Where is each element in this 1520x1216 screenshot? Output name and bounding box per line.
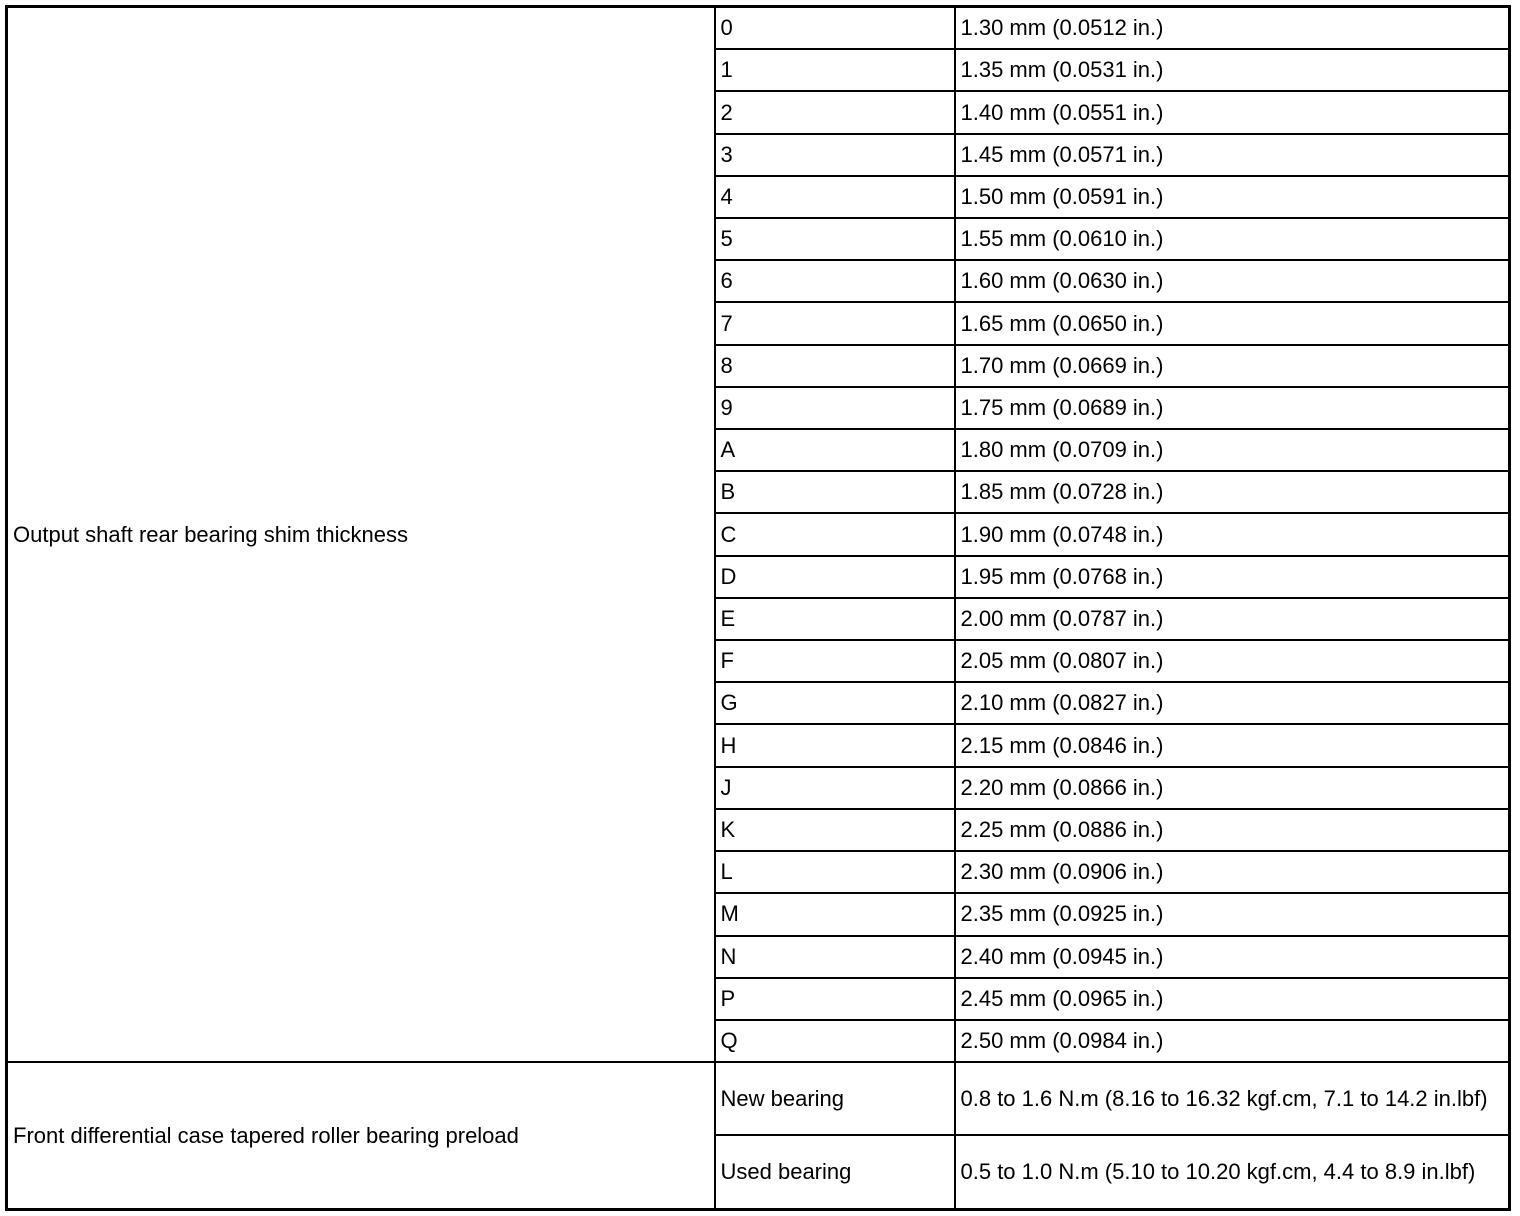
shim-mark: 2 [715, 91, 955, 133]
shim-thickness-value: 1.75 mm (0.0689 in.) [955, 387, 1510, 429]
shim-mark: F [715, 640, 955, 682]
shim-mark: 5 [715, 218, 955, 260]
shim-mark: 4 [715, 176, 955, 218]
shim-mark: J [715, 767, 955, 809]
preload-condition: Used bearing [715, 1135, 955, 1209]
shim-thickness-value: 2.35 mm (0.0925 in.) [955, 893, 1510, 935]
shim-thickness-value: 2.50 mm (0.0984 in.) [955, 1020, 1510, 1062]
shim-thickness-value: 2.10 mm (0.0827 in.) [955, 682, 1510, 724]
shim-mark: N [715, 936, 955, 978]
shim-mark: 3 [715, 134, 955, 176]
shim-mark: D [715, 556, 955, 598]
shim-thickness-value: 1.35 mm (0.0531 in.) [955, 49, 1510, 91]
shim-mark: 1 [715, 49, 955, 91]
preload-condition: New bearing [715, 1062, 955, 1135]
shim-thickness-value: 1.40 mm (0.0551 in.) [955, 91, 1510, 133]
shim-thickness-value: 1.55 mm (0.0610 in.) [955, 218, 1510, 260]
spec-table [5, 5, 1511, 1211]
shim-thickness-value: 1.65 mm (0.0650 in.) [955, 302, 1510, 344]
shim-thickness-value: 2.45 mm (0.0965 in.) [955, 978, 1510, 1020]
shim-mark: G [715, 682, 955, 724]
shim-mark: B [715, 471, 955, 513]
shim-mark: 7 [715, 302, 955, 344]
shim-thickness-value: 1.95 mm (0.0768 in.) [955, 556, 1510, 598]
shim-mark: K [715, 809, 955, 851]
shim-mark: A [715, 429, 955, 471]
shim-thickness-value: 1.30 mm (0.0512 in.) [955, 7, 1510, 50]
shim-thickness-value: 2.40 mm (0.0945 in.) [955, 936, 1510, 978]
shim-mark: L [715, 851, 955, 893]
shim-thickness-value: 1.45 mm (0.0571 in.) [955, 134, 1510, 176]
shim-thickness-label: Output shaft rear bearing shim thickness [7, 7, 715, 1063]
shim-thickness-value: 1.70 mm (0.0669 in.) [955, 345, 1510, 387]
shim-thickness-value: 1.60 mm (0.0630 in.) [955, 260, 1510, 302]
preload-value: 0.8 to 1.6 N.m (8.16 to 16.32 kgf.cm, 7.1 to 14.2 in.lbf) [955, 1062, 1510, 1135]
shim-thickness-value: 2.15 mm (0.0846 in.) [955, 724, 1510, 766]
shim-mark: E [715, 598, 955, 640]
shim-mark: 9 [715, 387, 955, 429]
shim-mark: M [715, 893, 955, 935]
shim-mark: Q [715, 1020, 955, 1062]
preload-label: Front differential case tapered roller bearing preload [7, 1062, 715, 1209]
spec-table-body [7, 7, 1510, 1210]
shim-thickness-value: 1.85 mm (0.0728 in.) [955, 471, 1510, 513]
shim-mark: 8 [715, 345, 955, 387]
shim-mark: C [715, 513, 955, 555]
shim-mark: 0 [715, 7, 955, 50]
shim-mark: H [715, 724, 955, 766]
shim-thickness-value: 2.05 mm (0.0807 in.) [955, 640, 1510, 682]
preload-value: 0.5 to 1.0 N.m (5.10 to 10.20 kgf.cm, 4.4 to 8.9 in.lbf) [955, 1135, 1510, 1209]
table-row [7, 1062, 1510, 1135]
shim-thickness-value: 2.00 mm (0.0787 in.) [955, 598, 1510, 640]
shim-thickness-value: 2.20 mm (0.0866 in.) [955, 767, 1510, 809]
shim-thickness-value: 2.25 mm (0.0886 in.) [955, 809, 1510, 851]
shim-mark: P [715, 978, 955, 1020]
table-row [7, 7, 1510, 50]
shim-thickness-value: 1.80 mm (0.0709 in.) [955, 429, 1510, 471]
shim-thickness-value: 2.30 mm (0.0906 in.) [955, 851, 1510, 893]
shim-thickness-value: 1.50 mm (0.0591 in.) [955, 176, 1510, 218]
shim-thickness-value: 1.90 mm (0.0748 in.) [955, 513, 1510, 555]
shim-mark: 6 [715, 260, 955, 302]
